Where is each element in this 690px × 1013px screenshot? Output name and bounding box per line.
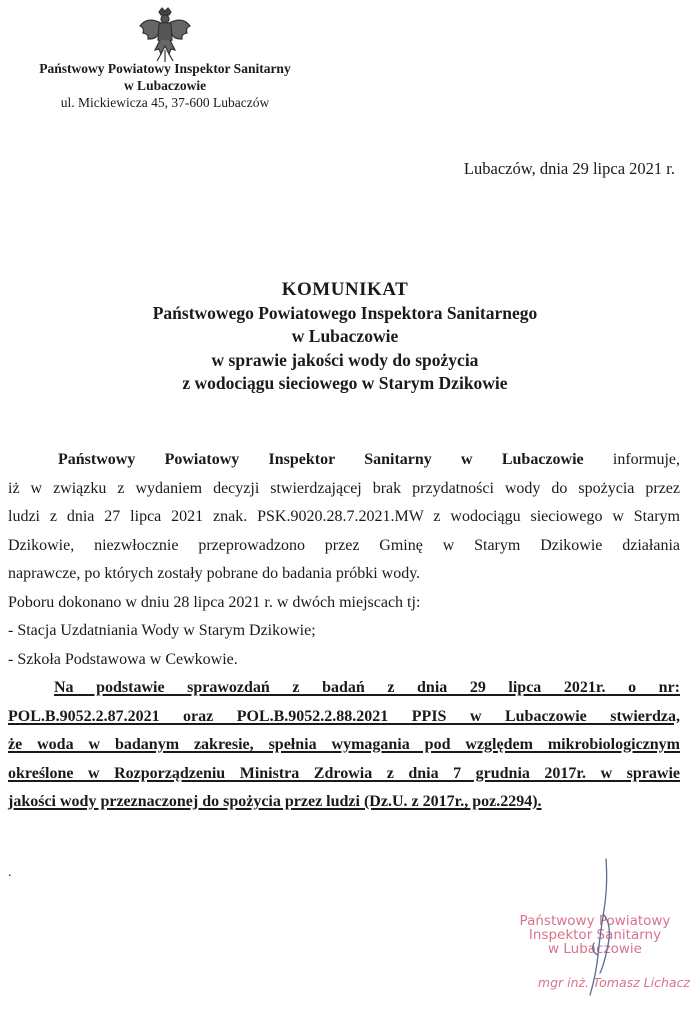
polish-eagle-emblem-icon: [137, 6, 193, 64]
org-name-line1: Państwowy Powiatowy Inspektor Sanitarny: [39, 61, 291, 76]
paragraph-3-line-3: że woda w badanym zakresie, spełnia wymagania pod względem mikrobiologicznym: [8, 736, 680, 753]
title-line-4: w sprawie jakości wody do spożycia: [211, 349, 479, 370]
paragraph-1-line-1: [8, 446, 680, 475]
stray-mark: .: [8, 865, 12, 880]
org-name-line2: w Lubaczowie: [123, 78, 207, 93]
stamp-line-1: Państwowy Powiatowy: [519, 913, 671, 929]
issuing-authority-header: [20, 60, 310, 111]
paragraph-1-line-2: iż w związku z wydaniem decyzji stwierdzającej brak przydatności wody do spożycia przez: [8, 479, 680, 497]
org-address: ul. Mickiewicza 45, 37-600 Lubaczów: [60, 95, 270, 110]
paragraph-1-line-1-rest: informuje,: [583, 451, 681, 468]
document-date: Lubaczów, dnia 29 lipca 2021 r.: [463, 159, 675, 178]
paragraph-1-line-4: Dzikowie, niezwłocznie przeprowadzono przez Gminę w Starym Dzikowie działania: [8, 536, 680, 554]
title-line-1: KOMUNIKAT: [281, 279, 409, 300]
stamp-line-3: w Lubaczowie: [548, 941, 642, 957]
authority-name-bold: Państwowy Powiatowy Inspektor Sanitarny w Lubaczowie: [58, 451, 584, 468]
paragraph-1-line-3: ludzi z dnia 27 lipca 2021 znak. PSK.9020.28.7.2021.MW z wodociągu sieciowego w Starym: [8, 508, 680, 525]
stamp-line-2: Inspektor Sanitarny: [528, 927, 662, 943]
signer-name: mgr inż. Tomasz Lichacz: [537, 975, 690, 990]
paragraph-3-line-2: POL.B.9052.2.87.2021 oraz POL.B.9052.2.88.2021 PPIS w Lubaczowie stwierdza,: [8, 707, 680, 725]
document-title: [0, 278, 690, 396]
title-line-2: Państwowego Powiatowego Inspektora Sanitarnego: [152, 302, 538, 323]
title-line-3: w Lubaczowie: [291, 326, 399, 346]
paragraph-3-line-5: jakości wody przeznaczonej do spożycia przez ludzi (Dz.U. z 2017r., poz.2294).: [8, 793, 542, 810]
list-item: - Stacja Uzdatniania Wody w Starym Dzikowie;: [8, 622, 316, 639]
document-body: [8, 446, 680, 817]
title-line-5: z wodociągu sieciowego w Starym Dzikowie: [182, 373, 508, 393]
list-item: - Szkoła Podstawowa w Cewkowie.: [8, 650, 238, 668]
paragraph-1-line-5: naprawcze, po których zostały pobrane do badania próbki wody.: [8, 565, 421, 582]
paragraph-2: Poboru dokonano w dniu 28 lipca 2021 r. w dwóch miejscach tj:: [8, 593, 421, 611]
handwritten-signature-icon: [560, 855, 640, 1005]
paragraph-3-line-1: Na podstawie sprawozdań z badań z dnia 29 lipca 2021r. o nr:: [54, 679, 680, 696]
paragraph-3-line-4: określone w Rozporządzeniu Ministra Zdrowia z dnia 7 grudnia 2017r. w sprawie: [8, 764, 680, 782]
